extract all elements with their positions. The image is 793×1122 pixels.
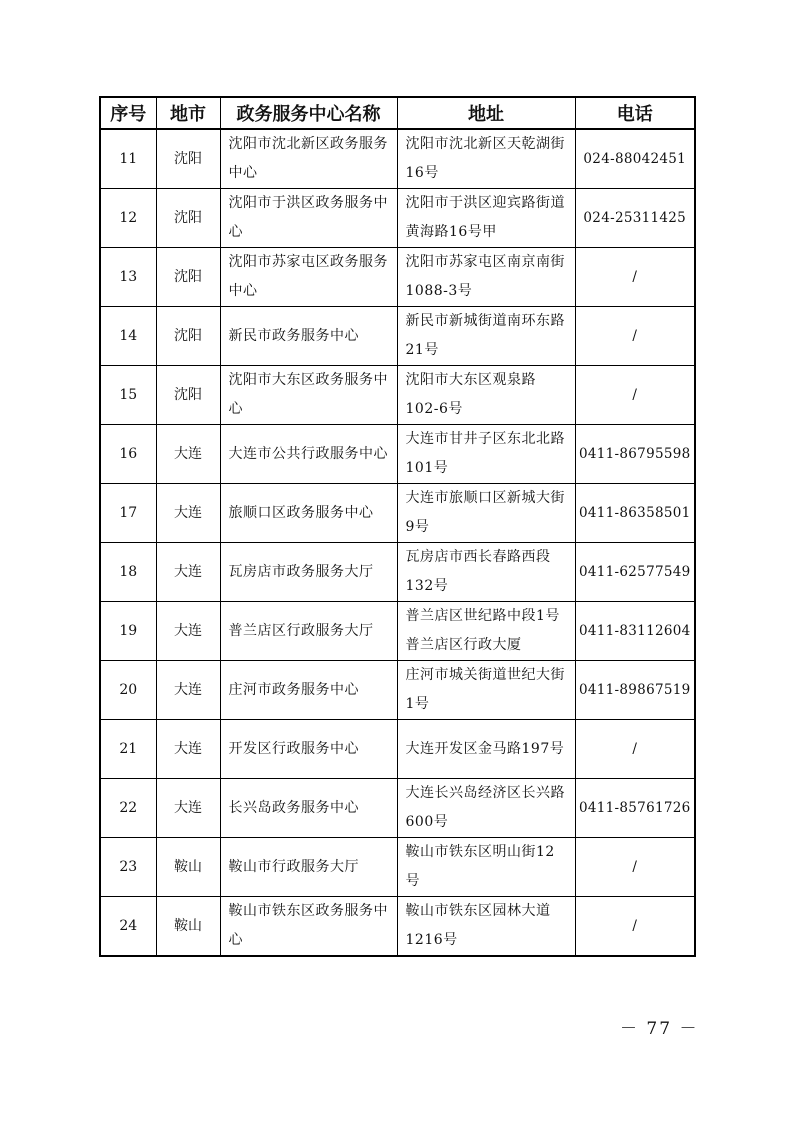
cell-city: 沈阳 xyxy=(156,129,220,189)
table-row xyxy=(100,543,695,602)
cell-center-name: 沈阳市于洪区政务服务中心 xyxy=(220,189,397,248)
cell-address: 大连市甘井子区东北北路101号 xyxy=(397,425,575,484)
cell-serial-number: 18 xyxy=(100,543,156,602)
cell-city: 大连 xyxy=(156,720,220,779)
service-center-table-container xyxy=(99,96,694,957)
cell-serial-number: 16 xyxy=(100,425,156,484)
table-header-row xyxy=(100,97,695,129)
cell-address: 沈阳市苏家屯区南京南街1088-3号 xyxy=(397,248,575,307)
cell-address: 大连开发区金马路197号 xyxy=(397,720,575,779)
table-row xyxy=(100,484,695,543)
cell-center-name: 瓦房店市政务服务大厅 xyxy=(220,543,397,602)
cell-center-name: 旅顺口区政务服务中心 xyxy=(220,484,397,543)
cell-city: 沈阳 xyxy=(156,307,220,366)
cell-center-name: 沈阳市大东区政务服务中心 xyxy=(220,366,397,425)
cell-serial-number: 12 xyxy=(100,189,156,248)
cell-center-name: 沈阳市苏家屯区政务服务中心 xyxy=(220,248,397,307)
cell-city: 沈阳 xyxy=(156,366,220,425)
cell-phone: / xyxy=(575,720,695,779)
cell-phone: / xyxy=(575,248,695,307)
cell-center-name: 鞍山市行政服务大厅 xyxy=(220,838,397,897)
cell-phone: 024-88042451 xyxy=(575,129,695,189)
cell-address: 鞍山市铁东区园林大道1216号 xyxy=(397,897,575,957)
header-phone: 电话 xyxy=(575,97,695,129)
table-row xyxy=(100,602,695,661)
table-row xyxy=(100,779,695,838)
table-row xyxy=(100,189,695,248)
cell-center-name: 鞍山市铁东区政务服务中心 xyxy=(220,897,397,957)
cell-serial-number: 22 xyxy=(100,779,156,838)
cell-address: 大连市旅顺口区新城大街9号 xyxy=(397,484,575,543)
cell-phone: 0411-86358501 xyxy=(575,484,695,543)
cell-address: 沈阳市于洪区迎宾路街道黄海路16号甲 xyxy=(397,189,575,248)
cell-phone: 0411-89867519 xyxy=(575,661,695,720)
cell-address: 新民市新城街道南环东路21号 xyxy=(397,307,575,366)
table-row xyxy=(100,307,695,366)
table-row xyxy=(100,366,695,425)
table-row xyxy=(100,897,695,957)
cell-address: 沈阳市大东区观泉路102-6号 xyxy=(397,366,575,425)
cell-serial-number: 21 xyxy=(100,720,156,779)
header-serial-number: 序号 xyxy=(100,97,156,129)
service-center-table xyxy=(99,96,696,957)
cell-city: 鞍山 xyxy=(156,838,220,897)
cell-serial-number: 20 xyxy=(100,661,156,720)
cell-city: 大连 xyxy=(156,661,220,720)
cell-city: 大连 xyxy=(156,484,220,543)
table-row xyxy=(100,720,695,779)
cell-serial-number: 24 xyxy=(100,897,156,957)
header-city: 地市 xyxy=(156,97,220,129)
cell-center-name: 新民市政务服务中心 xyxy=(220,307,397,366)
cell-address: 鞍山市铁东区明山街12号 xyxy=(397,838,575,897)
cell-address: 庄河市城关街道世纪大街1号 xyxy=(397,661,575,720)
cell-city: 大连 xyxy=(156,602,220,661)
table-body xyxy=(100,129,695,956)
cell-phone: / xyxy=(575,307,695,366)
table-row xyxy=(100,425,695,484)
cell-address: 大连长兴岛经济区长兴路600号 xyxy=(397,779,575,838)
cell-address: 沈阳市沈北新区天乾湖街16号 xyxy=(397,129,575,189)
cell-center-name: 庄河市政务服务中心 xyxy=(220,661,397,720)
cell-address: 瓦房店市西长春路西段132号 xyxy=(397,543,575,602)
cell-city: 大连 xyxy=(156,779,220,838)
header-center-name: 政务服务中心名称 xyxy=(220,97,397,129)
cell-serial-number: 11 xyxy=(100,129,156,189)
cell-phone: / xyxy=(575,366,695,425)
cell-phone: 0411-85761726 xyxy=(575,779,695,838)
table-row xyxy=(100,129,695,189)
cell-city: 沈阳 xyxy=(156,248,220,307)
cell-serial-number: 19 xyxy=(100,602,156,661)
cell-city: 大连 xyxy=(156,425,220,484)
table-row xyxy=(100,838,695,897)
cell-phone: / xyxy=(575,897,695,957)
cell-center-name: 开发区行政服务中心 xyxy=(220,720,397,779)
cell-city: 鞍山 xyxy=(156,897,220,957)
cell-phone: 0411-86795598 xyxy=(575,425,695,484)
cell-phone: / xyxy=(575,838,695,897)
cell-phone: 0411-83112604 xyxy=(575,602,695,661)
cell-phone: 0411-62577549 xyxy=(575,543,695,602)
cell-serial-number: 14 xyxy=(100,307,156,366)
cell-serial-number: 13 xyxy=(100,248,156,307)
cell-serial-number: 17 xyxy=(100,484,156,543)
cell-center-name: 普兰店区行政服务大厅 xyxy=(220,602,397,661)
cell-center-name: 沈阳市沈北新区政务服务中心 xyxy=(220,129,397,189)
table-row xyxy=(100,661,695,720)
header-address: 地址 xyxy=(397,97,575,129)
cell-serial-number: 15 xyxy=(100,366,156,425)
page-number: － 77 － xyxy=(620,1019,699,1039)
cell-city: 沈阳 xyxy=(156,189,220,248)
cell-center-name: 大连市公共行政服务中心 xyxy=(220,425,397,484)
cell-address: 普兰店区世纪路中段1号普兰店区行政大厦 xyxy=(397,602,575,661)
cell-city: 大连 xyxy=(156,543,220,602)
cell-serial-number: 23 xyxy=(100,838,156,897)
cell-phone: 024-25311425 xyxy=(575,189,695,248)
cell-center-name: 长兴岛政务服务中心 xyxy=(220,779,397,838)
table-row xyxy=(100,248,695,307)
